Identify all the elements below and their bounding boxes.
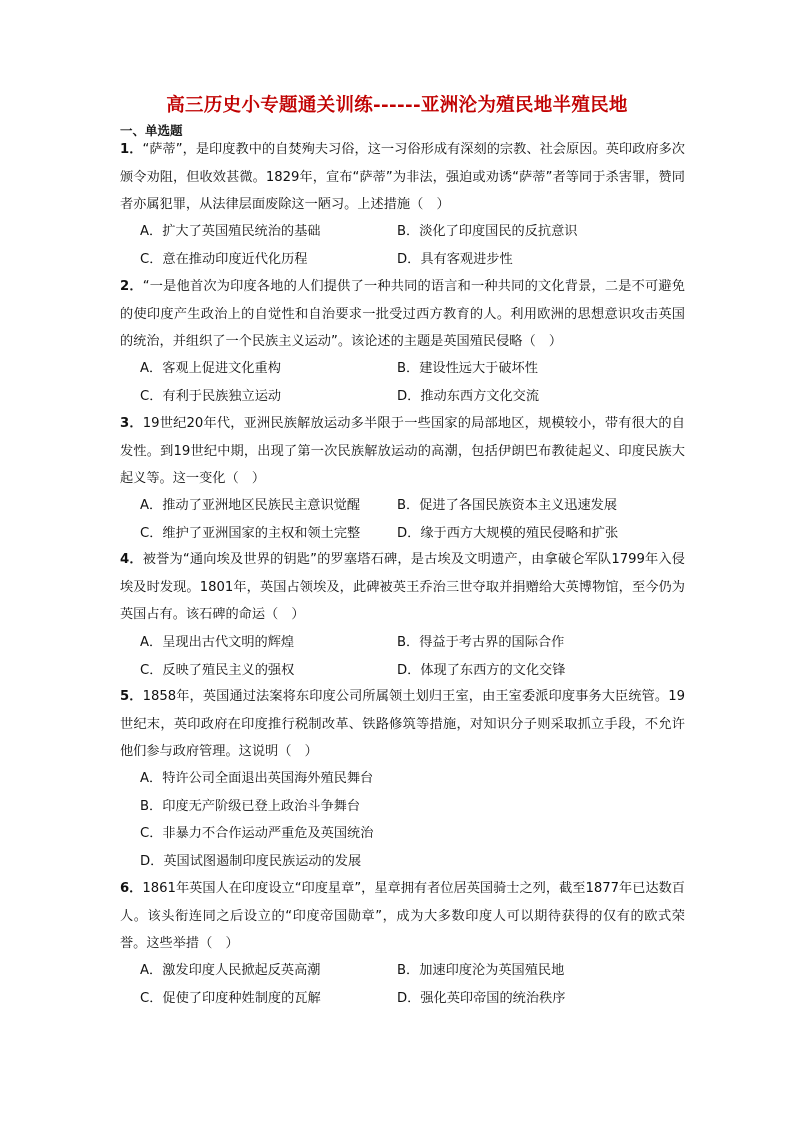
question-number: 6． [120, 881, 143, 896]
document-title: 高三历史小专题通关训练------亚洲沦为殖民地半殖民地 [166, 95, 628, 116]
question-text: “一是他首次为印度各地的人们提供了一种共同的语言和一种共同的文化背景，二是不可避免的使印度产生政治上的自觉性和自治要求一批受过西方教育的人。利用欧洲的思想意识攻击英国的统治，并组织了一个民族主义运动”。该论述的主题是英国殖民侵略（ ） [120, 279, 685, 349]
option-d[interactable]: D．强化英印帝国的统治秩序 [397, 990, 566, 1006]
question-text: “萨蒂”，是印度教中的自焚殉夫习俗，这一习俗形成有深刻的宗教、社会原因。英印政府多次颁令劝阻，但收效甚微。1829年，宣布“萨蒂”为非法，强迫或劝诱“萨蒂”者等同于杀害罪，赞同者亦属犯罪，从法律层面废除这一陋习。上述措施（ ） [120, 142, 685, 212]
option-c[interactable]: C．促使了印度种姓制度的瓦解 [140, 990, 321, 1006]
question-text: 被誉为“通向埃及世界的钥匙”的罗塞塔石碑，是古埃及文明遗产，由拿破仑军队1799年入侵埃及时发现。1801年，英国占领埃及，此碑被英王乔治三世夺取并捐赠给大英博物馆，至今仍为英国占有。该石碑的命运（ ） [120, 552, 685, 622]
option-a[interactable]: A．激发印度人民掀起反英高潮 [140, 963, 321, 978]
section-heading: 一、单选题 [120, 123, 183, 138]
option-c[interactable]: C．有利于民族独立运动 [140, 388, 282, 404]
option-d[interactable]: D．推动东西方文化交流 [397, 388, 540, 404]
option-c[interactable]: C．意在推动印度近代化历程 [140, 251, 308, 267]
question-2-options [140, 355, 685, 410]
question-2-stem [120, 273, 685, 356]
option-b[interactable]: B．促进了各国民族资本主义迅速发展 [397, 498, 618, 513]
question-number: 5． [120, 689, 143, 704]
option-a[interactable]: A．特许公司全面退出英国海外殖民舞台 [140, 771, 374, 786]
question-number: 2． [120, 279, 143, 294]
option-a[interactable]: A．客观上促进文化重构 [140, 361, 281, 376]
option-d[interactable]: D．具有客观进步性 [397, 251, 513, 267]
question-text: 1858年，英国通过法案将东印度公司所属领土划归王室，由王室委派印度事务大臣统管。19世纪末，英印政府在印度推行税制改革、铁路修筑等措施，对知识分子则采取抓立手段，不允许他们参与政府管理。这说明（ ） [120, 689, 685, 759]
question-5-options [140, 765, 685, 875]
option-c[interactable]: C．维护了亚洲国家的主权和领土完整 [140, 525, 361, 541]
question-number: 3． [120, 416, 143, 431]
option-d[interactable]: D．缘于西方大规模的殖民侵略和扩张 [397, 525, 619, 541]
question-text: 1861年英国人在印度设立“印度星章”，星章拥有者位居英国骑士之列，截至1877年已达数百人。该头衔连同之后设立的“印度帝国勋章”，成为大多数印度人可以期待获得的仅有的欧式荣誉。这些举措（ ） [120, 881, 685, 951]
option-a[interactable]: A．推动了亚洲地区民族民主意识觉醒 [140, 498, 361, 513]
question-4-options [140, 629, 685, 684]
option-d[interactable]: D．英国试图遏制印度民族运动的发展 [140, 853, 362, 869]
option-d[interactable]: D．体现了东西方的文化交锋 [397, 662, 566, 678]
question-6-stem [120, 875, 685, 958]
question-1-stem [120, 136, 685, 219]
option-b[interactable]: B．淡化了印度国民的反抗意识 [397, 224, 578, 239]
question-text: 19世纪20年代，亚洲民族解放运动多半限于一些国家的局部地区，规模较小，带有很大的自发性。到19世纪中期，出现了第一次民族解放运动的高潮，包括伊朗巴布教徒起义、印度民族大起义等。这一变化（ ） [120, 416, 685, 486]
option-a[interactable]: A．呈现出古代文明的辉煌 [140, 635, 295, 650]
question-number: 4． [120, 552, 143, 567]
question-1-options [140, 218, 685, 273]
option-c[interactable]: C．反映了殖民主义的强权 [140, 662, 295, 678]
option-b[interactable]: B．印度无产阶级已登上政治斗争舞台 [140, 798, 361, 814]
option-b[interactable]: B．加速印度沦为英国殖民地 [397, 963, 565, 978]
question-4-stem [120, 546, 685, 629]
option-c[interactable]: C．非暴力不合作运动严重危及英国统治 [140, 826, 374, 841]
option-a[interactable]: A．扩大了英国殖民统治的基础 [140, 224, 321, 239]
question-3-stem [120, 410, 685, 493]
option-b[interactable]: B．得益于考古界的国际合作 [397, 635, 565, 650]
option-b[interactable]: B．建设性远大于破坏性 [397, 361, 538, 376]
question-5-stem [120, 683, 685, 766]
question-3-options [140, 492, 685, 547]
question-6-options [140, 957, 685, 1012]
question-number: 1． [120, 142, 143, 157]
